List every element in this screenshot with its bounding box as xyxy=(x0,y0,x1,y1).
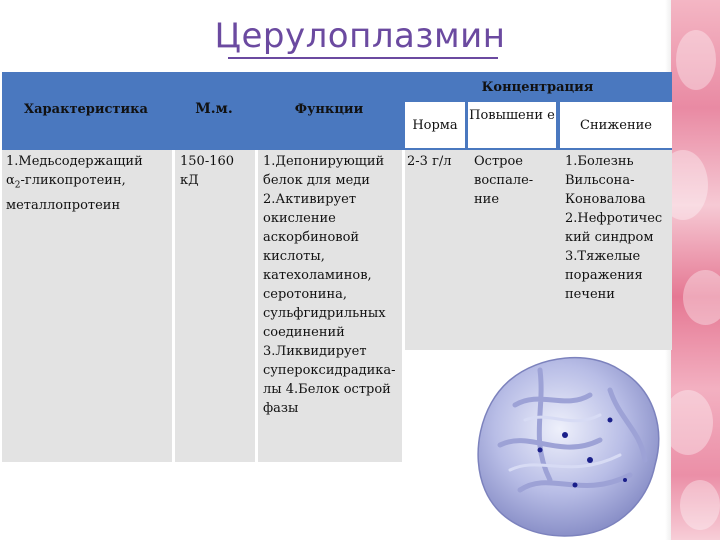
decrease-value: 1.Болезнь Вильсона-Коновалова 2.Нефротичес кий синдром 3.Тяжелые поражения печени xyxy=(565,154,663,302)
page-title: Церулоплазмин xyxy=(214,16,506,56)
mass-header: М.м. xyxy=(195,101,233,117)
mass-value: 150-160 кД xyxy=(180,154,235,188)
functions-cell xyxy=(258,150,402,462)
alpha-subscript: 2 xyxy=(14,180,21,191)
characteristic-line2-rest: -гликопротеин, xyxy=(20,173,126,188)
decrease-header-cell xyxy=(560,102,672,148)
norm-value: 2-3 г/л xyxy=(407,154,452,169)
floral-background xyxy=(668,0,720,540)
characteristic-cell xyxy=(2,150,172,462)
increase-value: Острое воспале-ние xyxy=(474,154,534,207)
alpha-symbol: α xyxy=(6,173,15,188)
norm-header-cell xyxy=(405,102,465,148)
concentration-header: Концентрация xyxy=(481,80,594,95)
functions-header: Функции xyxy=(294,102,364,117)
title-underline xyxy=(228,57,498,59)
norm-header: Норма xyxy=(412,118,458,133)
increase-header: Повышени е xyxy=(469,108,555,123)
characteristic-line3: металлопротеин xyxy=(6,197,121,213)
decrease-header: Снижение xyxy=(580,118,652,133)
increase-header-cell xyxy=(468,102,556,148)
characteristic-line2 xyxy=(6,171,168,196)
characteristic-header: Характеристика xyxy=(24,102,148,117)
characteristic-line1: 1.Медьсодержащий xyxy=(6,154,143,169)
functions-value: 1.Депонирующий белок для меди 2.Активирует окисление аскорбиновой кислоты, катехоламинов, серотонина, сульфгидрильных соединений 3.Ликвидирует супероксидрадика-лы 4.Белок острой фазы xyxy=(263,154,396,416)
protein-structure-image xyxy=(470,350,670,540)
mass-cell xyxy=(175,150,255,462)
